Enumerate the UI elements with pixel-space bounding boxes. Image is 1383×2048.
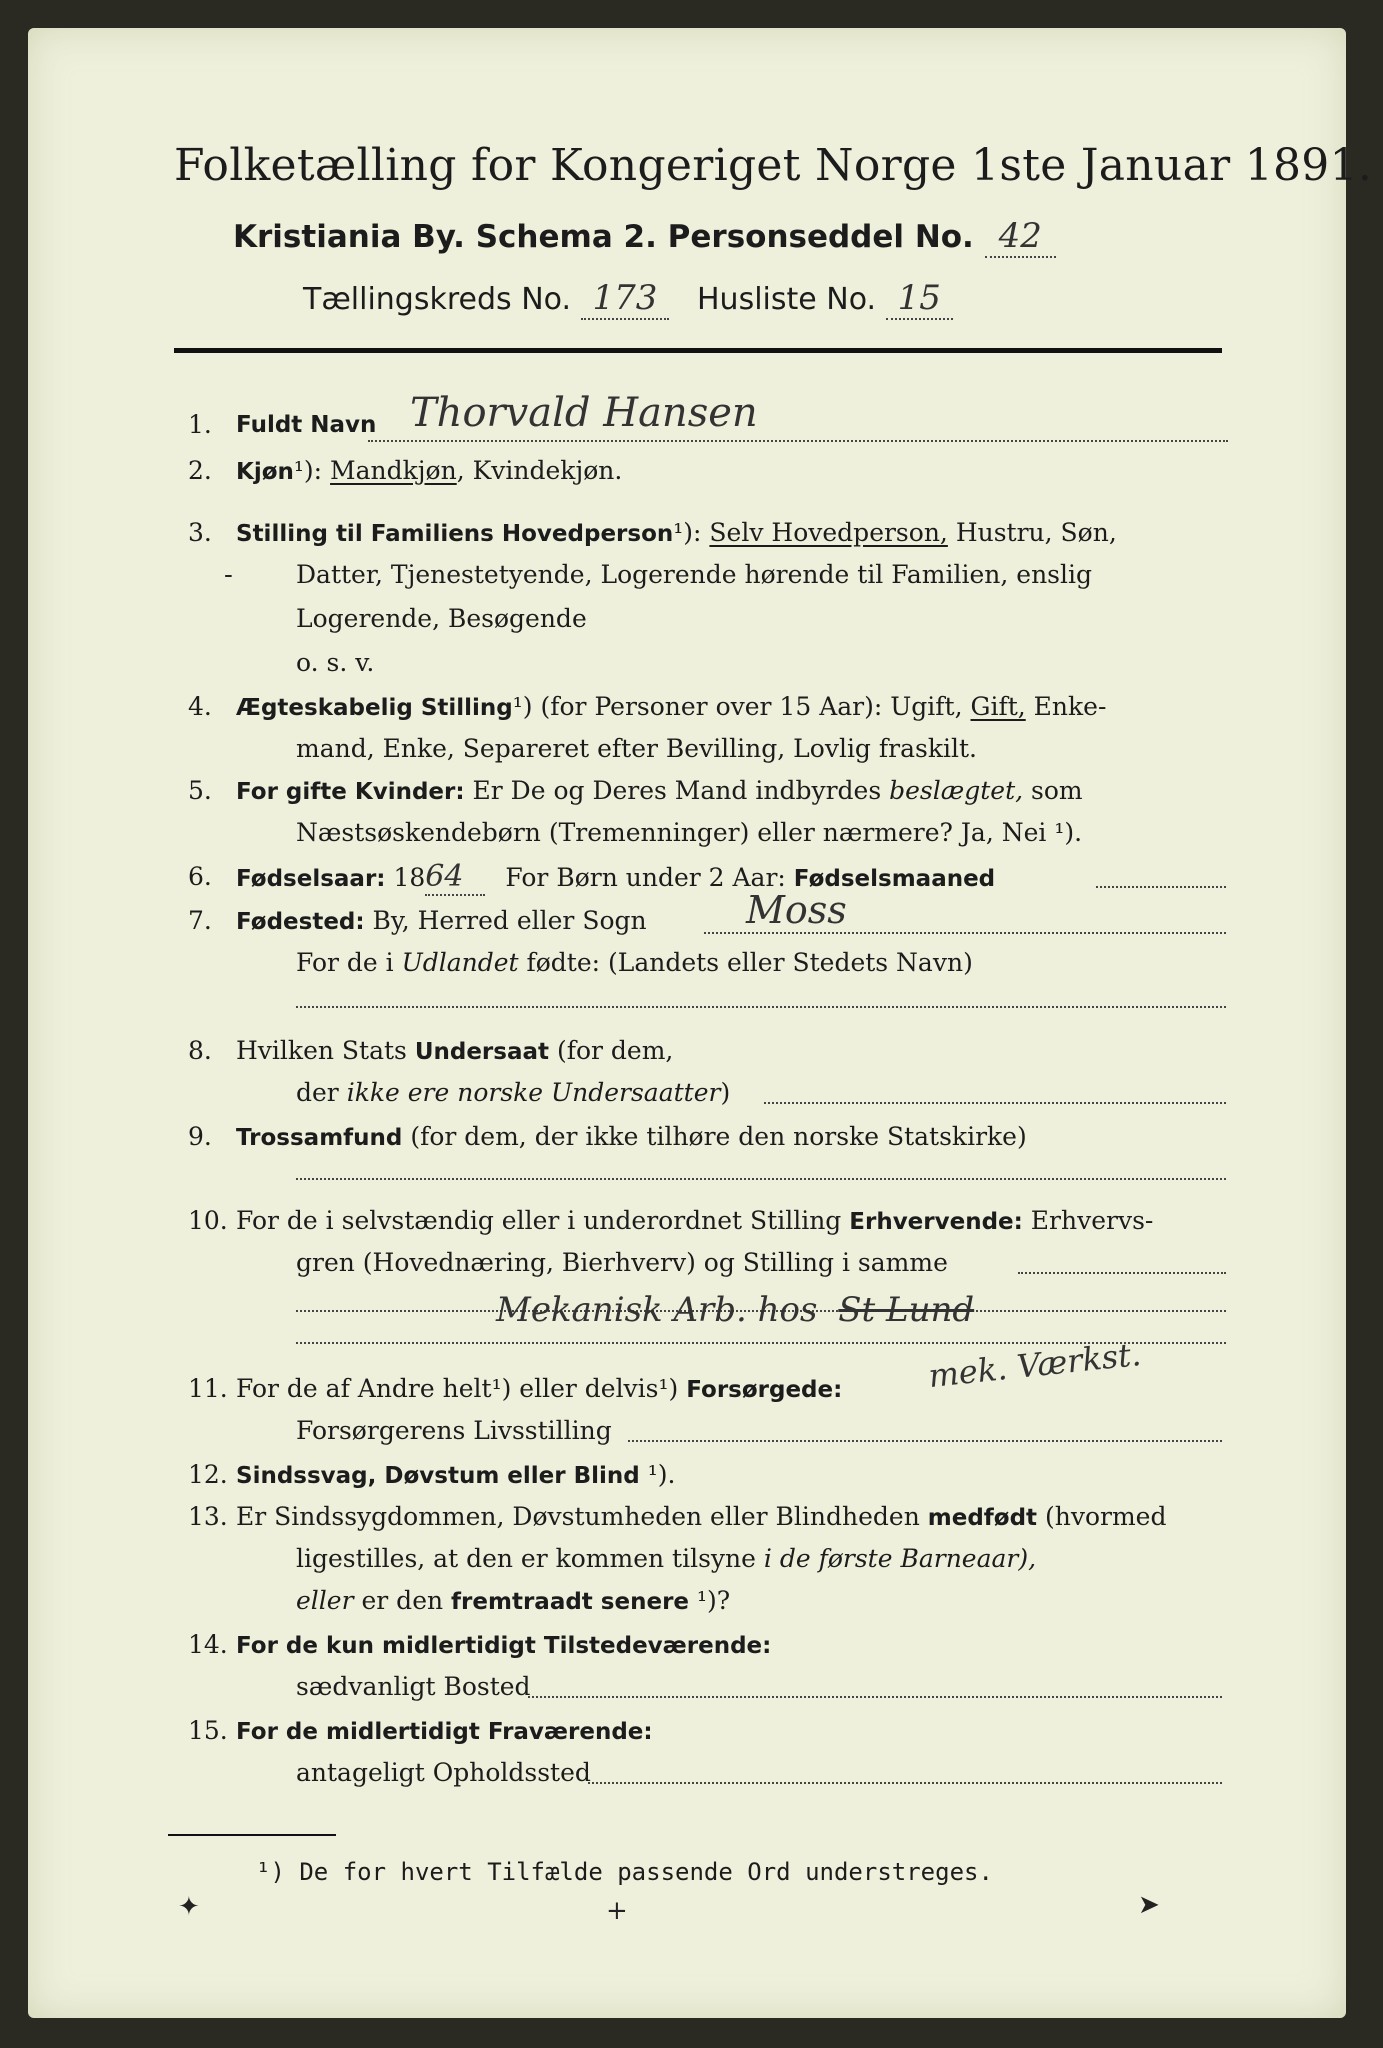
q5-label: For gifte Kvinder: <box>236 779 465 805</box>
q4-text2: Enke- <box>1025 692 1107 721</box>
q14-bold: For de kun midlertidigt Tilstedeværende: <box>236 1633 772 1659</box>
q5-line1 <box>236 776 1083 807</box>
personseddel-label: Kristiania By. Schema 2. Personseddel No. <box>233 219 974 255</box>
q3-rest: Hustru, Søn, <box>947 518 1117 547</box>
registration-mark: ✦ <box>178 1892 200 1922</box>
q6-answer-year: 64 <box>425 859 485 896</box>
q8-line2 <box>296 1078 730 1108</box>
q7-label: Fødested: <box>236 909 365 935</box>
q8-text1: Hvilken Stats <box>236 1036 415 1065</box>
q3-label: Stilling til Familiens Hovedperson <box>236 521 674 547</box>
registration-mark: ➤ <box>1138 1890 1160 1920</box>
q10-line2: gren (Hovednæring, Bierhverv) og Stilling i samme <box>296 1248 948 1277</box>
q14-line1 <box>236 1630 771 1661</box>
q8-line2b: ) <box>720 1078 731 1107</box>
q7-line2b: fødte: (Landets eller Stedets Navn) <box>518 948 973 977</box>
q14-line <box>528 1696 1222 1698</box>
q13-line3c: ¹)? <box>689 1586 731 1615</box>
header-divider <box>174 348 1222 353</box>
q10-answer-struck: St Lund <box>838 1290 975 1330</box>
q15-line <box>588 1782 1222 1784</box>
q9-text: (for dem, der ikke tilhøre den norske Statskirke) <box>402 1122 1027 1151</box>
q4-selected-option: Gift, <box>970 692 1026 721</box>
q9-bold: Trossamfund <box>236 1125 403 1151</box>
q4-label: Ægteskabelig Stilling <box>236 695 513 721</box>
q8-line <box>764 1102 1226 1104</box>
q9-line <box>236 1122 1027 1153</box>
q13-text1: Er Sindssygdommen, Døvstumheden eller Blindheden <box>236 1502 928 1531</box>
q3-selected-option: Selv Hovedperson, <box>709 518 948 547</box>
q15-number: 15. <box>188 1716 228 1745</box>
margin-mark: - <box>224 560 233 590</box>
footnote-rule <box>168 1834 336 1836</box>
husliste-number: 15 <box>886 278 953 320</box>
q10-answer-occupation <box>496 1290 974 1330</box>
q9-line <box>296 1178 1226 1180</box>
q5-number: 5. <box>188 776 212 805</box>
q5-italic: beslægtet, <box>889 776 1024 805</box>
q13-bold: medfødt <box>927 1505 1038 1531</box>
q12-line <box>236 1460 675 1491</box>
q4-number: 4. <box>188 692 212 721</box>
q6-number: 6. <box>188 862 212 891</box>
personseddel-number: 42 <box>985 216 1056 258</box>
q1-number: 1. <box>188 410 212 439</box>
q7-text: By, Herred eller Sogn <box>364 906 647 935</box>
footnote-text: ¹) De for hvert Tilfælde passende Ord understreges. <box>256 1858 993 1886</box>
q11-text1: For de af Andre helt¹) eller delvis¹) <box>236 1374 687 1403</box>
q12-number: 12. <box>188 1460 228 1489</box>
q6-line <box>1096 886 1226 888</box>
q13-line2i: i de første Barneaar), <box>763 1544 1037 1573</box>
q9-number: 9. <box>188 1122 212 1151</box>
q3-line1 <box>236 518 1117 549</box>
q10-bold: Erhvervende: <box>849 1209 1023 1235</box>
q11-number: 11. <box>188 1374 228 1403</box>
q13-line3i: eller <box>296 1586 354 1615</box>
form-subtitle <box>233 216 1056 256</box>
q7-line2 <box>296 948 973 978</box>
q4-sup: ¹) <box>512 692 533 721</box>
q11-line1 <box>236 1374 842 1405</box>
q6-bold: Fødselsmaaned <box>793 866 996 892</box>
q5-text1: Er De og Deres Mand indbyrdes <box>464 776 890 805</box>
q6-text: For Børn under 2 Aar: <box>505 863 794 892</box>
q13-line2 <box>296 1544 1036 1574</box>
q2-sup: ¹): <box>293 456 323 485</box>
q1-label: Fuldt Navn <box>236 412 377 438</box>
q5-text2: som <box>1023 776 1083 805</box>
q10-text1: For de i selvstændig eller i underordnet Stilling <box>236 1206 850 1235</box>
q5-line2: Næstsøskendebørn (Tremenninger) eller nærmere? Ja, Nei ¹). <box>296 818 1083 847</box>
q2-number: 2. <box>188 456 212 485</box>
q13-line3 <box>296 1586 730 1617</box>
q14-number: 14. <box>188 1630 228 1659</box>
q7-line2i: Udlandet <box>401 948 519 977</box>
q7-line2a: For de i <box>296 948 402 977</box>
q2-selected-option: Mandkjøn <box>330 456 457 485</box>
registration-mark: + <box>606 1896 628 1926</box>
q3-line2: Datter, Tjenestetyende, Logerende hørende til Familien, enslig <box>296 560 1093 589</box>
q10-line <box>1018 1272 1226 1274</box>
q15-bold: For de midlertidigt Fraværende: <box>236 1719 653 1745</box>
q10-text2: Erhvervs- <box>1022 1206 1154 1235</box>
q2-text <box>236 456 622 487</box>
q7-line <box>704 932 1226 934</box>
q12-bold: Sindssvag, Døvstum eller Blind <box>236 1463 640 1489</box>
q13-line1 <box>236 1502 1166 1533</box>
q2-rest: , Kvindekjøn. <box>456 456 623 485</box>
q3-sup: ¹): <box>673 518 702 547</box>
q11-bold: Forsørgede: <box>686 1377 843 1403</box>
q3-line4: o. s. v. <box>296 648 375 677</box>
q7-answer-place: Moss <box>746 888 847 932</box>
q15-line2: antageligt Opholdssted <box>296 1758 591 1787</box>
q10-line1 <box>236 1206 1153 1237</box>
q13-text2: (hvormed <box>1037 1502 1167 1531</box>
q14-line2: sædvanligt Bosted <box>296 1672 531 1701</box>
q7-line1 <box>236 906 647 937</box>
q13-line3b: fremtraadt senere <box>451 1589 690 1615</box>
form-title: Folketælling for Kongeriget Norge 1ste Januar 1891. <box>174 140 1373 191</box>
q8-line1 <box>236 1036 673 1067</box>
q2-label: Kjøn <box>236 459 294 485</box>
q8-line2a: der <box>296 1078 347 1107</box>
form-district-line <box>303 278 953 318</box>
q3-number: 3. <box>188 518 212 547</box>
taellingskreds-label: Tællingskreds No. <box>303 282 571 317</box>
q13-number: 13. <box>188 1502 228 1531</box>
q4-text1: (for Personer over 15 Aar): Ugift, <box>532 692 971 721</box>
q15-line1 <box>236 1716 653 1747</box>
q7-line-2 <box>296 1006 1226 1008</box>
q1-answer-name: Thorvald Hansen <box>410 390 758 436</box>
q7-number: 7. <box>188 906 212 935</box>
q11-line2: Forsørgerens Livsstilling <box>296 1416 612 1445</box>
q6-label: Fødselsaar: <box>236 866 386 892</box>
q4-line2: mand, Enke, Separeret efter Bevilling, Lovlig fraskilt. <box>296 734 977 763</box>
q6-line <box>236 859 996 894</box>
q8-number: 8. <box>188 1036 212 1065</box>
q8-bold: Undersaat <box>414 1039 549 1065</box>
q10-answer1: Mekanisk Arb. hos <box>496 1290 818 1330</box>
q6-prefix: 18 <box>385 863 426 892</box>
q10-number: 10. <box>188 1206 228 1235</box>
q11-line <box>628 1440 1222 1442</box>
q13-line2a: ligestilles, at den er kommen tilsyne <box>296 1544 764 1573</box>
taellingskreds-number: 173 <box>581 278 670 320</box>
husliste-label: Husliste No. <box>697 282 877 317</box>
q3-line3: Logerende, Besøgende <box>296 604 587 633</box>
q8-text2: (for dem, <box>549 1036 674 1065</box>
q12-sup: ¹). <box>639 1460 676 1489</box>
q8-line2i: ikke ere norske Undersaatter <box>346 1078 721 1107</box>
q4-line1 <box>236 692 1106 723</box>
census-form-page <box>28 28 1373 2018</box>
q13-line3a: er den <box>353 1586 452 1615</box>
q1-line <box>368 440 1228 442</box>
q10-answer-workplace: mek. Værkst. <box>926 1334 1143 1396</box>
